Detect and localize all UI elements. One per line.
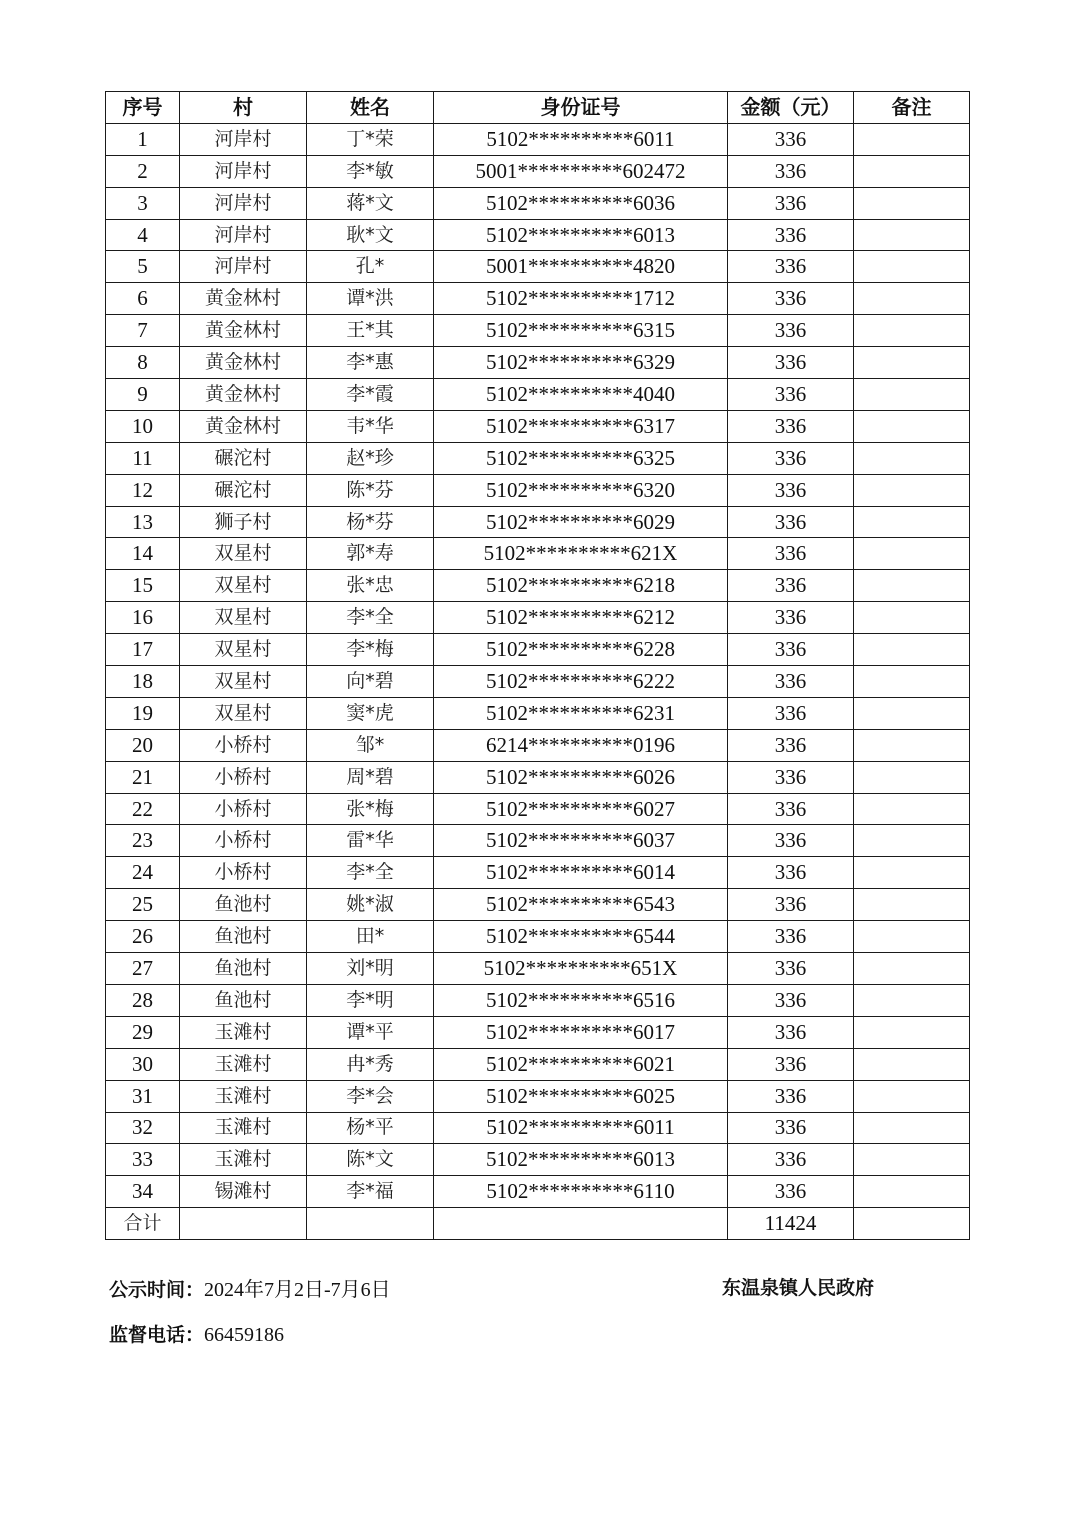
table-row [106,857,970,889]
cell-remarks [854,379,970,411]
total-amount: 11424 [728,1208,854,1240]
cell-remarks [854,251,970,283]
cell-village: 鱼池村 [180,889,307,921]
cell-id-number: 5102**********6013 [434,219,728,251]
cell-remarks [854,697,970,729]
cell-index: 19 [106,697,180,729]
cell-amount: 336 [728,506,854,538]
cell-amount: 336 [728,697,854,729]
cell-remarks [854,857,970,889]
total-label: 合计 [106,1208,180,1240]
cell-village: 锡滩村 [180,1176,307,1208]
total-village-cell [180,1208,307,1240]
cell-id-number: 5102**********6011 [434,123,728,155]
cell-id-number: 5102**********6013 [434,1144,728,1176]
cell-index: 28 [106,984,180,1016]
cell-id-number: 5001**********4820 [434,251,728,283]
cell-village: 玉滩村 [180,1080,307,1112]
subsidy-roster-table [105,91,970,1240]
publish-value: 2024年7月2日-7月6日 [204,1279,391,1301]
cell-index: 18 [106,666,180,698]
cell-index: 30 [106,1048,180,1080]
cell-name: 李*梅 [307,634,434,666]
table-row [106,793,970,825]
cell-amount: 336 [728,538,854,570]
cell-amount: 336 [728,666,854,698]
cell-name: 李*明 [307,984,434,1016]
cell-amount: 336 [728,889,854,921]
cell-remarks [854,219,970,251]
supervision-phone [109,1320,284,1347]
total-remarks-cell [854,1208,970,1240]
cell-remarks [854,729,970,761]
cell-index: 25 [106,889,180,921]
cell-id-number: 5102**********6036 [434,187,728,219]
cell-name: 张*忠 [307,570,434,602]
cell-name: 孔* [307,251,434,283]
cell-remarks [854,984,970,1016]
cell-name: 郭*寿 [307,538,434,570]
cell-village: 碾沱村 [180,474,307,506]
cell-name: 谭*洪 [307,283,434,315]
cell-id-number: 5102**********6516 [434,984,728,1016]
cell-village: 鱼池村 [180,953,307,985]
table-row [106,921,970,953]
cell-remarks [854,825,970,857]
cell-amount: 336 [728,921,854,953]
cell-amount: 336 [728,283,854,315]
cell-id-number: 5102**********6218 [434,570,728,602]
cell-village: 小桥村 [180,729,307,761]
cell-id-number: 5102**********4040 [434,379,728,411]
cell-remarks [854,283,970,315]
cell-index: 8 [106,347,180,379]
phone-label: 监督电话： [109,1324,205,1346]
cell-remarks [854,953,970,985]
cell-village: 黄金林村 [180,347,307,379]
cell-amount: 336 [728,442,854,474]
cell-name: 李*敏 [307,155,434,187]
cell-name: 李*全 [307,602,434,634]
header-name: 姓名 [307,92,434,124]
cell-index: 31 [106,1080,180,1112]
cell-index: 10 [106,410,180,442]
cell-id-number: 5102**********6014 [434,857,728,889]
cell-village: 狮子村 [180,506,307,538]
cell-index: 3 [106,187,180,219]
table-body [106,123,970,1207]
cell-remarks [854,410,970,442]
cell-id-number: 5102**********6543 [434,889,728,921]
cell-village: 鱼池村 [180,984,307,1016]
table-row [106,187,970,219]
cell-village: 玉滩村 [180,1016,307,1048]
cell-name: 李*惠 [307,347,434,379]
cell-village: 双星村 [180,666,307,698]
cell-index: 29 [106,1016,180,1048]
publish-label: 公示时间： [109,1279,205,1301]
cell-id-number: 5102**********6320 [434,474,728,506]
cell-index: 15 [106,570,180,602]
table-header-row [106,92,970,124]
table-row [106,602,970,634]
cell-remarks [854,1016,970,1048]
cell-name: 田* [307,921,434,953]
cell-amount: 336 [728,602,854,634]
table-row [106,283,970,315]
cell-index: 23 [106,825,180,857]
cell-name: 冉*秀 [307,1048,434,1080]
cell-amount: 336 [728,251,854,283]
cell-amount: 336 [728,1080,854,1112]
cell-index: 4 [106,219,180,251]
cell-village: 玉滩村 [180,1048,307,1080]
table-row [106,506,970,538]
cell-index: 26 [106,921,180,953]
cell-remarks [854,538,970,570]
table-row [106,1048,970,1080]
table-row [106,442,970,474]
cell-name: 赵*珍 [307,442,434,474]
cell-id-number: 5102**********6325 [434,442,728,474]
total-id-cell [434,1208,728,1240]
header-id-number: 身份证号 [434,92,728,124]
cell-amount: 336 [728,219,854,251]
table-row [106,984,970,1016]
table-row [106,538,970,570]
cell-remarks [854,1048,970,1080]
table-row [106,1016,970,1048]
cell-village: 河岸村 [180,123,307,155]
cell-id-number: 5102**********6544 [434,921,728,953]
cell-amount: 336 [728,474,854,506]
cell-village: 小桥村 [180,761,307,793]
header-amount: 金额（元） [728,92,854,124]
cell-index: 22 [106,793,180,825]
table-row [106,410,970,442]
cell-amount: 336 [728,187,854,219]
cell-id-number: 5102**********6329 [434,347,728,379]
issuing-authority: 东温泉镇人民政府 [722,1277,875,1299]
table-row [106,379,970,411]
cell-name: 杨*芬 [307,506,434,538]
cell-index: 12 [106,474,180,506]
total-name-cell [307,1208,434,1240]
cell-index: 2 [106,155,180,187]
cell-name: 李*全 [307,857,434,889]
cell-remarks [854,315,970,347]
cell-name: 蒋*文 [307,187,434,219]
cell-index: 13 [106,506,180,538]
cell-id-number: 6214**********0196 [434,729,728,761]
cell-name: 邹* [307,729,434,761]
cell-remarks [854,474,970,506]
cell-amount: 336 [728,315,854,347]
table-row [106,155,970,187]
cell-id-number: 5102**********6315 [434,315,728,347]
cell-village: 黄金林村 [180,379,307,411]
cell-village: 双星村 [180,602,307,634]
cell-name: 韦*华 [307,410,434,442]
cell-amount: 336 [728,123,854,155]
cell-id-number: 5102**********651X [434,953,728,985]
cell-remarks [854,187,970,219]
cell-index: 16 [106,602,180,634]
cell-village: 黄金林村 [180,315,307,347]
cell-index: 20 [106,729,180,761]
cell-remarks [854,123,970,155]
cell-village: 双星村 [180,538,307,570]
cell-name: 窦*虎 [307,697,434,729]
cell-village: 河岸村 [180,187,307,219]
cell-index: 34 [106,1176,180,1208]
table-row [106,219,970,251]
cell-name: 张*梅 [307,793,434,825]
header-remarks: 备注 [854,92,970,124]
cell-village: 鱼池村 [180,921,307,953]
table-row [106,634,970,666]
cell-remarks [854,921,970,953]
cell-name: 姚*淑 [307,889,434,921]
cell-name: 陈*文 [307,1144,434,1176]
cell-remarks [854,1144,970,1176]
cell-village: 玉滩村 [180,1144,307,1176]
cell-name: 周*碧 [307,761,434,793]
cell-amount: 336 [728,1176,854,1208]
cell-name: 陈*芬 [307,474,434,506]
cell-amount: 336 [728,857,854,889]
table-row [106,666,970,698]
cell-id-number: 5102**********6228 [434,634,728,666]
cell-village: 小桥村 [180,793,307,825]
header-index: 序号 [106,92,180,124]
cell-name: 丁*荣 [307,123,434,155]
cell-remarks [854,506,970,538]
cell-name: 杨*平 [307,1112,434,1144]
cell-name: 王*其 [307,315,434,347]
cell-id-number: 5102**********6027 [434,793,728,825]
cell-name: 雷*华 [307,825,434,857]
cell-amount: 336 [728,570,854,602]
cell-remarks [854,793,970,825]
table-row [106,1080,970,1112]
cell-id-number: 5001**********602472 [434,155,728,187]
cell-village: 河岸村 [180,219,307,251]
cell-name: 向*碧 [307,666,434,698]
cell-remarks [854,1112,970,1144]
cell-id-number: 5102**********6021 [434,1048,728,1080]
cell-remarks [854,1176,970,1208]
cell-id-number: 5102**********6011 [434,1112,728,1144]
cell-amount: 336 [728,793,854,825]
cell-index: 9 [106,379,180,411]
cell-id-number: 5102**********6017 [434,1016,728,1048]
cell-name: 谭*平 [307,1016,434,1048]
table-row [106,315,970,347]
cell-village: 双星村 [180,697,307,729]
cell-name: 李*福 [307,1176,434,1208]
cell-remarks [854,1080,970,1112]
cell-index: 5 [106,251,180,283]
cell-index: 7 [106,315,180,347]
cell-amount: 336 [728,1144,854,1176]
cell-amount: 336 [728,729,854,761]
cell-remarks [854,634,970,666]
table-row [106,570,970,602]
table-row [106,889,970,921]
cell-id-number: 5102**********6212 [434,602,728,634]
cell-remarks [854,442,970,474]
cell-name: 李*霞 [307,379,434,411]
table-row [106,347,970,379]
table-row [106,251,970,283]
cell-id-number: 5102**********6037 [434,825,728,857]
cell-village: 黄金林村 [180,283,307,315]
cell-amount: 336 [728,410,854,442]
table-row [106,474,970,506]
cell-id-number: 5102**********1712 [434,283,728,315]
cell-remarks [854,155,970,187]
cell-amount: 336 [728,155,854,187]
cell-amount: 336 [728,825,854,857]
cell-id-number: 5102**********6026 [434,761,728,793]
cell-amount: 336 [728,1048,854,1080]
cell-amount: 336 [728,761,854,793]
cell-index: 6 [106,283,180,315]
cell-name: 李*会 [307,1080,434,1112]
cell-amount: 336 [728,1016,854,1048]
cell-village: 黄金林村 [180,410,307,442]
cell-index: 1 [106,123,180,155]
cell-village: 双星村 [180,570,307,602]
cell-amount: 336 [728,953,854,985]
cell-village: 玉滩村 [180,1112,307,1144]
cell-index: 32 [106,1112,180,1144]
phone-value: 66459186 [204,1324,285,1346]
cell-id-number: 5102**********6317 [434,410,728,442]
table-row [106,729,970,761]
cell-remarks [854,570,970,602]
cell-index: 14 [106,538,180,570]
cell-remarks [854,602,970,634]
cell-index: 24 [106,857,180,889]
cell-village: 碾沱村 [180,442,307,474]
table-row [106,1176,970,1208]
table-row [106,761,970,793]
cell-village: 双星村 [180,634,307,666]
cell-remarks [854,666,970,698]
cell-name: 耿*文 [307,219,434,251]
cell-id-number: 5102**********621X [434,538,728,570]
table-row [106,1112,970,1144]
cell-id-number: 5102**********6231 [434,697,728,729]
cell-id-number: 5102**********6029 [434,506,728,538]
cell-remarks [854,347,970,379]
table-row [106,825,970,857]
total-row [106,1208,970,1240]
cell-village: 河岸村 [180,251,307,283]
cell-village: 小桥村 [180,825,307,857]
cell-remarks [854,761,970,793]
cell-name: 刘*明 [307,953,434,985]
cell-id-number: 5102**********6025 [434,1080,728,1112]
cell-amount: 336 [728,984,854,1016]
cell-index: 11 [106,442,180,474]
cell-id-number: 5102**********6222 [434,666,728,698]
cell-amount: 336 [728,347,854,379]
cell-village: 小桥村 [180,857,307,889]
cell-index: 21 [106,761,180,793]
cell-index: 17 [106,634,180,666]
cell-id-number: 5102**********6110 [434,1176,728,1208]
table-row [106,1144,970,1176]
cell-amount: 336 [728,379,854,411]
cell-village: 河岸村 [180,155,307,187]
table-row [106,123,970,155]
cell-remarks [854,889,970,921]
publish-period [109,1273,391,1302]
cell-amount: 336 [728,634,854,666]
cell-index: 27 [106,953,180,985]
header-village: 村 [180,92,307,124]
cell-index: 33 [106,1144,180,1176]
cell-amount: 336 [728,1112,854,1144]
table-row [106,697,970,729]
table-row [106,953,970,985]
